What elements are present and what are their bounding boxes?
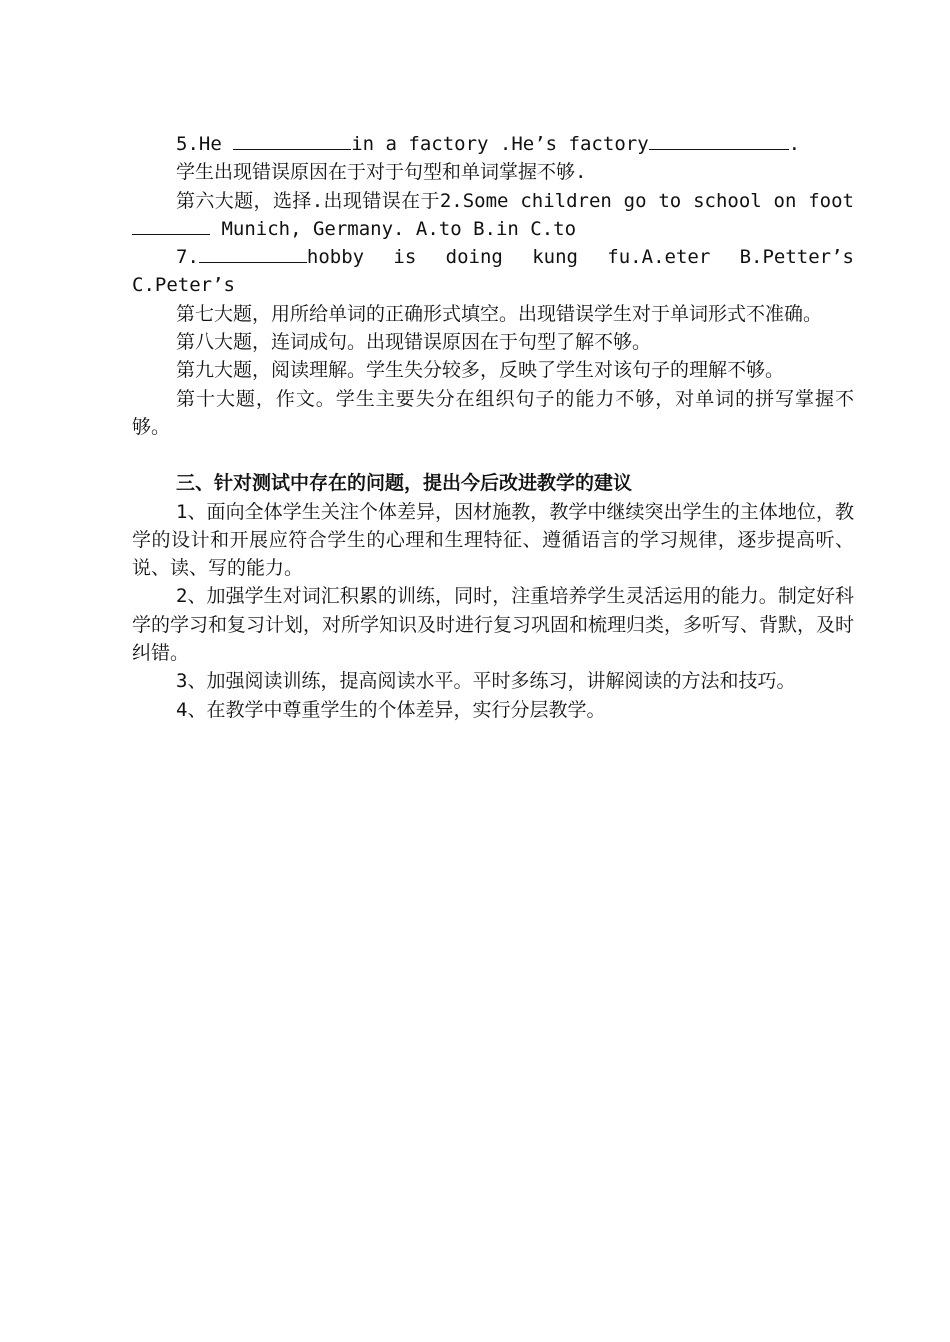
section6-options: Munich, Germany. A.to B.in C.to (221, 217, 577, 240)
paragraph-section8: 第八大题，连词成句。出现错误原因在于句型了解不够。 (176, 331, 652, 354)
section6-text: 第六大题，选择.出现错误在于2.Some children go to school on foot (176, 189, 854, 212)
paragraph-section6 (132, 187, 854, 244)
q5-middle: in a factory .He’s factory (351, 133, 649, 155)
q7-prefix: 7. (176, 246, 199, 269)
paragraph-section9: 第九大题，阅读理解。学生失分较多，反映了学生对该句子的理解不够。 (176, 359, 785, 382)
section3-heading: 三、针对测试中存在的问题，提出今后改进教学的建议 (176, 472, 633, 495)
answer-blank (233, 131, 351, 150)
suggestion-item-1: 1、面向全体学生关注个体差异，因材施教，教学中继续突出学生的主体地位，教学的设计和开展应符合学生的心理和生理特征、遵循语言的学习规律，逐步提高听、说、读、写的能力。 (132, 500, 854, 580)
q5-suffix: . (788, 133, 801, 155)
paragraph-section10: 第十大题，作文。学生主要失分在组织句子的能力不够，对单词的拼写掌握不够。 (132, 387, 854, 438)
paragraph-reason-1: 学生出现错误原因在于对于句型和单词掌握不够. (176, 161, 587, 184)
q7-text: hobby is doing kung fu.A.eter B.Petter’s C.Peter’s (132, 246, 854, 297)
answer-blank (199, 244, 307, 263)
paragraph-section7: 第七大题，用所给单词的正确形式填空。出现错误学生对于单词形式不准确。 (176, 302, 823, 325)
question-5-line (132, 130, 854, 158)
suggestion-item-2: 2、加强学生对词汇积累的训练，同时，注重培养学生灵活运用的能力。制定好科学的学习和复习计划，对所学知识及时进行复习巩固和梳理归类，多听写、背默，及时纠错。 (132, 585, 855, 665)
answer-blank (649, 131, 789, 150)
section-gap (132, 441, 854, 469)
answer-blank (132, 216, 210, 235)
q5-prefix: 5.He (176, 133, 222, 155)
document-page (132, 130, 854, 724)
suggestion-item-3: 3、加强阅读训练，提高阅读水平。平时多练习，讲解阅读的方法和技巧。 (176, 670, 796, 693)
suggestion-item-4: 4、在教学中尊重学生的个体差异，实行分层教学。 (176, 698, 606, 721)
question-7-line (132, 243, 854, 300)
